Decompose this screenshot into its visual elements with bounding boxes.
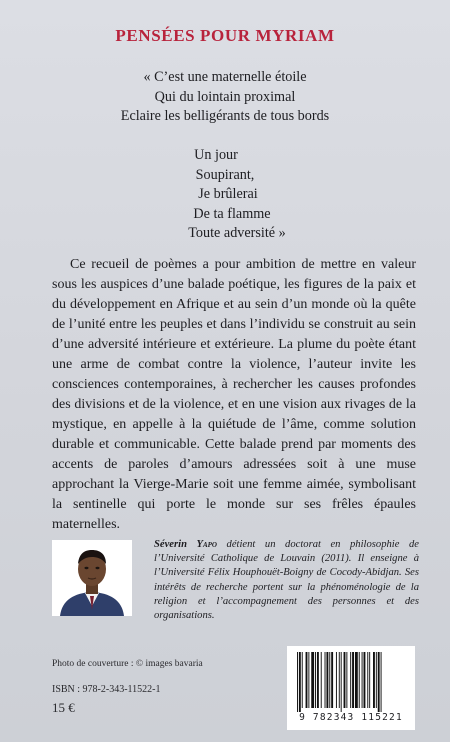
author-bio-text: détient un doctorat en philosophie de l’Université Catholique de Louvain (2011). Il enseigne à l’Université Félix Houphouët-Boigny de Cocody-Abidjan. Ses intérêts de recherche portent sur la phénoménologie de la religion et l’accompagnement des personnes et des organisations. — [154, 539, 419, 622]
barcode-digits: 9 782343 115221 — [299, 712, 403, 723]
poem-line: Toute adversité » — [188, 225, 286, 241]
poem-line: Un jour — [194, 147, 238, 163]
poem-line: Eclaire les belligérants de tous bords — [120, 108, 330, 124]
summary-paragraph: Ce recueil de poèmes a pour ambition de mettre en valeur sous les auspices d’une balade poétique, les figures de la paix et du développement en Afrique et au sein d’un monde où la quête de l’unité entre les peuples et dans l’individu se construit au sein d’une adversité intérieure et extérieure. La plume du poète étant une arme de combat contre la violence, l’auteur invite les consciences contemporaines, à rechercher les causes profondes des divisions et de la violence, et en une vision aux rivages de la mystique, en appelle à la quiétude de l’âme, comme solution durable et communicable. Cette balade prend par moments des accents de paroles d’amours adressées soit à une muse approchant la Vierge-Marie soit une femme aimée, symbolisant la sentinelle qui porte le monde sur ses frêles épaules maternelles. — [52, 257, 416, 532]
barcode — [287, 646, 415, 730]
price: 15 € — [52, 700, 75, 715]
poem-line: Je brûlerai — [198, 186, 258, 202]
poem-line: Soupirant, — [195, 166, 255, 183]
poem-stanza-1 — [0, 68, 450, 127]
barcode-icon — [287, 646, 415, 712]
cover-photo-credit: Photo de couverture : © images bavaria — [52, 659, 203, 669]
author-photo — [52, 540, 132, 616]
poem-stanza-2 — [0, 146, 450, 244]
poem-line: Qui du lointain proximal — [154, 88, 296, 105]
author-bio — [154, 538, 419, 623]
author-portrait-icon — [52, 540, 132, 616]
poem-line: « C’est une maternelle étoile — [143, 69, 307, 85]
isbn: ISBN : 978-2-343-11522-1 — [52, 684, 161, 695]
book-summary — [52, 255, 416, 535]
author-last-name: Yapo — [196, 539, 217, 550]
author-first-name: Séverin — [154, 539, 197, 550]
book-title: PENSÉES POUR MYRIAM — [115, 26, 335, 45]
poem-line: De ta flamme — [193, 205, 271, 222]
